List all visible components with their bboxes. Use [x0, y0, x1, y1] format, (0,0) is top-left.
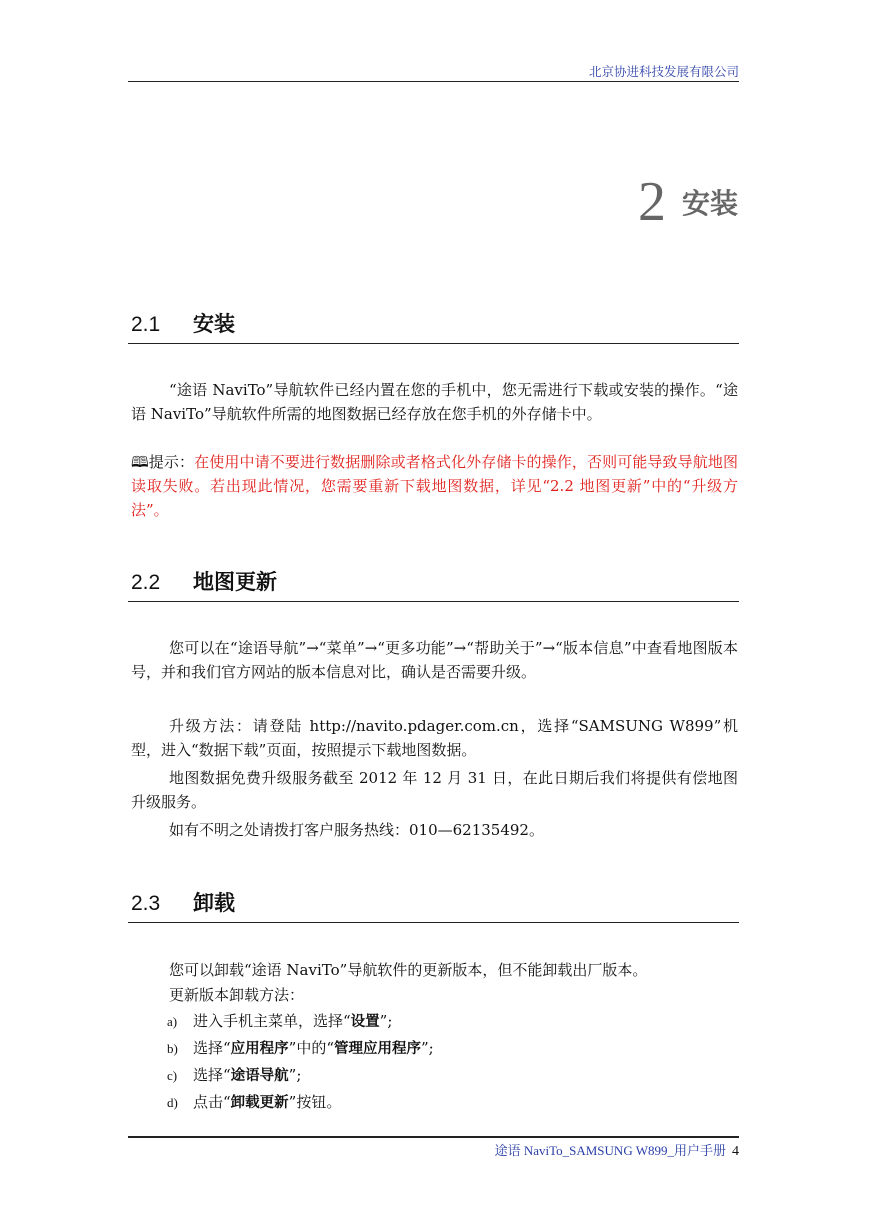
list-item: b) 选择“应用程序”中的“管理应用程序”; — [167, 1039, 434, 1057]
header-rule — [128, 81, 739, 82]
chapter-heading — [638, 170, 738, 234]
section-heading-2-2 — [131, 566, 277, 596]
page-footer — [495, 1140, 739, 1160]
tip-label: 提示： — [148, 453, 195, 471]
section-title: 地图更新 — [193, 570, 277, 594]
paragraph: 您可以在“途语导航”→“菜单”→“更多功能”→“帮助关于”→“版本信息”中查看地图版本号，并和我们官方网站的版本信息对比，确认是否需要升级。 — [131, 639, 738, 681]
section-title: 安装 — [193, 312, 235, 336]
paragraph: “途语 NaviTo”导航软件已经内置在您的手机中，您无需进行下载或安装的操作。“途语 NaviTo”导航软件所需的地图数据已经存放在您手机的外存储卡中。 — [131, 381, 738, 423]
paragraph: 更新版本卸载方法： — [169, 986, 305, 1004]
section-heading-2-3 — [131, 887, 235, 917]
section-number: 2.3 — [131, 892, 161, 915]
section-title: 卸载 — [193, 891, 235, 915]
chapter-title: 安装 — [681, 187, 738, 220]
book-icon: 🕮 — [131, 453, 149, 471]
paragraph: 如有不明之处请拨打客户服务热线：010—62135492。 — [169, 821, 544, 839]
tip-note — [131, 450, 738, 522]
section-number: 2.1 — [131, 313, 161, 336]
section-rule — [128, 343, 739, 344]
section-number: 2.2 — [131, 571, 161, 594]
tip-text: 在使用中请不要进行数据删除或者格式化外存储卡的操作，否则可能导致导航地图读取失败。若出现此情况，您需要重新下载地图数据，详见“2.2 地图更新”中的“升级方法”。 — [131, 453, 738, 519]
list-item: c) 选择“途语导航”; — [167, 1066, 302, 1084]
paragraph: 地图数据免费升级服务截至 2012 年 12 月 31 日，在此日期后我们将提供有偿地图升级服务。 — [131, 769, 738, 811]
paragraph: 您可以卸载“途语 NaviTo”导航软件的更新版本，但不能卸载出厂版本。 — [169, 961, 648, 979]
paragraph: 升级方法：请登陆 http://navito.pdager.com.cn，选择“SAMSUNG W899”机型，进入“数据下载”页面，按照提示下载地图数据。 — [131, 717, 738, 759]
page-number: 4 — [732, 1144, 739, 1159]
footer-rule — [128, 1136, 739, 1138]
section-rule — [128, 922, 739, 923]
section-heading-2-1 — [131, 308, 235, 338]
chapter-number: 2 — [637, 171, 666, 233]
footer-title: 途语 NaviTo_SAMSUNG W899_用户手册 — [494, 1143, 726, 1158]
running-header: 北京协进科技发展有限公司 — [588, 64, 739, 79]
list-item: a) 进入手机主菜单，选择“设置”; — [167, 1012, 393, 1030]
list-item: d) 点击“卸载更新”按钮。 — [167, 1093, 342, 1111]
section-rule — [128, 601, 739, 602]
